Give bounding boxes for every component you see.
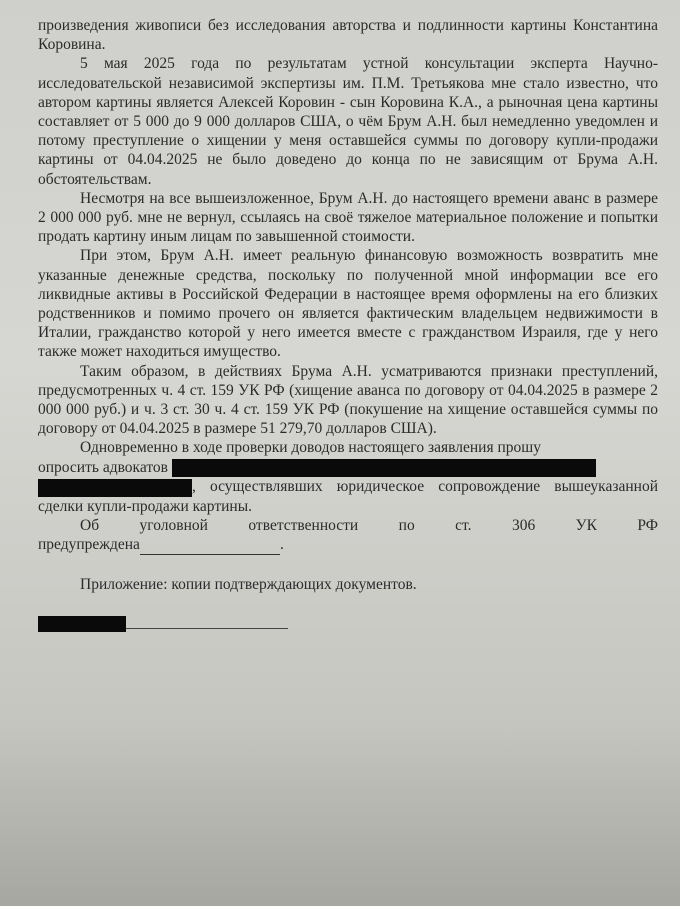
liability-word: Об [80, 516, 100, 534]
paragraph-1: произведения живописи без исследования авторства и подлинности картины Константина Коровина. [38, 17, 658, 54]
liability-line-1 [38, 516, 658, 535]
letter-body [38, 16, 658, 632]
signature-area [38, 616, 658, 632]
liability-warning [38, 516, 658, 555]
liability-line-2 [38, 535, 658, 555]
liability-word: уголовной [139, 516, 208, 534]
p6-suffix: , осуществлявших юридическое сопровождение вышеуказанной сделки купли-продажи картины. [38, 478, 658, 515]
signature-rule [126, 627, 288, 629]
liability-word: УК [575, 516, 597, 534]
p6-prefix: опросить адвокатов [38, 458, 168, 476]
signature-blank [140, 535, 280, 555]
p6-line-1: Одновременно в ходе проверки доводов настоящего заявления прошу [80, 439, 541, 457]
paragraph-4: При этом, Брум А.Н. имеет реальную финансовую возможность возвратить мне указанные денежные средства, поскольку по полученной мной информации все его ликвидные активы в Российской Федерации в настоящее время оформлены на его близких родственников и помимо прочего он является фактическим владельцем недвижимости в Италии, гражданство которой у него имеется вместе с гражданством Израиля, где у него также может находиться имущество. [38, 247, 658, 361]
warned-end: . [279, 535, 284, 553]
liability-word: по [398, 516, 415, 534]
paragraph-2: 5 мая 2025 года по результатам устной консультации эксперта Научно-исследовательской независимой экспертизы им. П.М. Третьякова мне стало известно, что автором картины является Алексей Коровин - сын Коровина К.А., а рыночная цена картины составляет от 5 000 до 9 000 долларов США, о чём Брум А.Н. был немедленно уведомлен и потому преступление о хищении у меня оставшейся суммы по договору купли-продажи картины от 04.04.2025 не было доведено до конца по не зависящим от Брума А.Н. обстоятельствам. [38, 55, 658, 188]
warned-label: предупреждена [38, 535, 140, 553]
paragraph-6 [38, 438, 658, 515]
liability-word: ст. [455, 516, 472, 534]
appendix-line: Приложение: копии подтверждающих документов. [80, 576, 417, 594]
liability-word: РФ [637, 516, 658, 534]
redaction-bar-1 [172, 459, 596, 477]
paragraph-3: Несмотря на все вышеизложенное, Брум А.Н. до настоящего времени аванс в размере 2 000 000 руб. мне не вернул, ссылаясь на своё тяжелое материальное положение и попытки продать картину иным лицам по завышенной стоимости. [38, 189, 658, 246]
p6-line-2 [38, 458, 658, 477]
paragraph-5: Таким образом, в действиях Брума А.Н. усматриваются признаки преступлений, предусмотренных ч. 4 ст. 159 УК РФ (хищение аванса по договору от 04.04.2025 в размере 2 000 000 руб.) и ч. 3 ст. 30 ч. 4 ст. 159 УК РФ (покушение на хищение оставшейся суммы по договору от 04.04.2025 в размере 51 279,70 долларов США). [38, 362, 658, 438]
liability-word: ответственности [248, 516, 359, 534]
p6-line-3 [38, 477, 658, 516]
liability-word: 306 [511, 516, 536, 534]
redaction-bar-2 [38, 479, 192, 497]
redaction-bar-3 [38, 616, 126, 632]
